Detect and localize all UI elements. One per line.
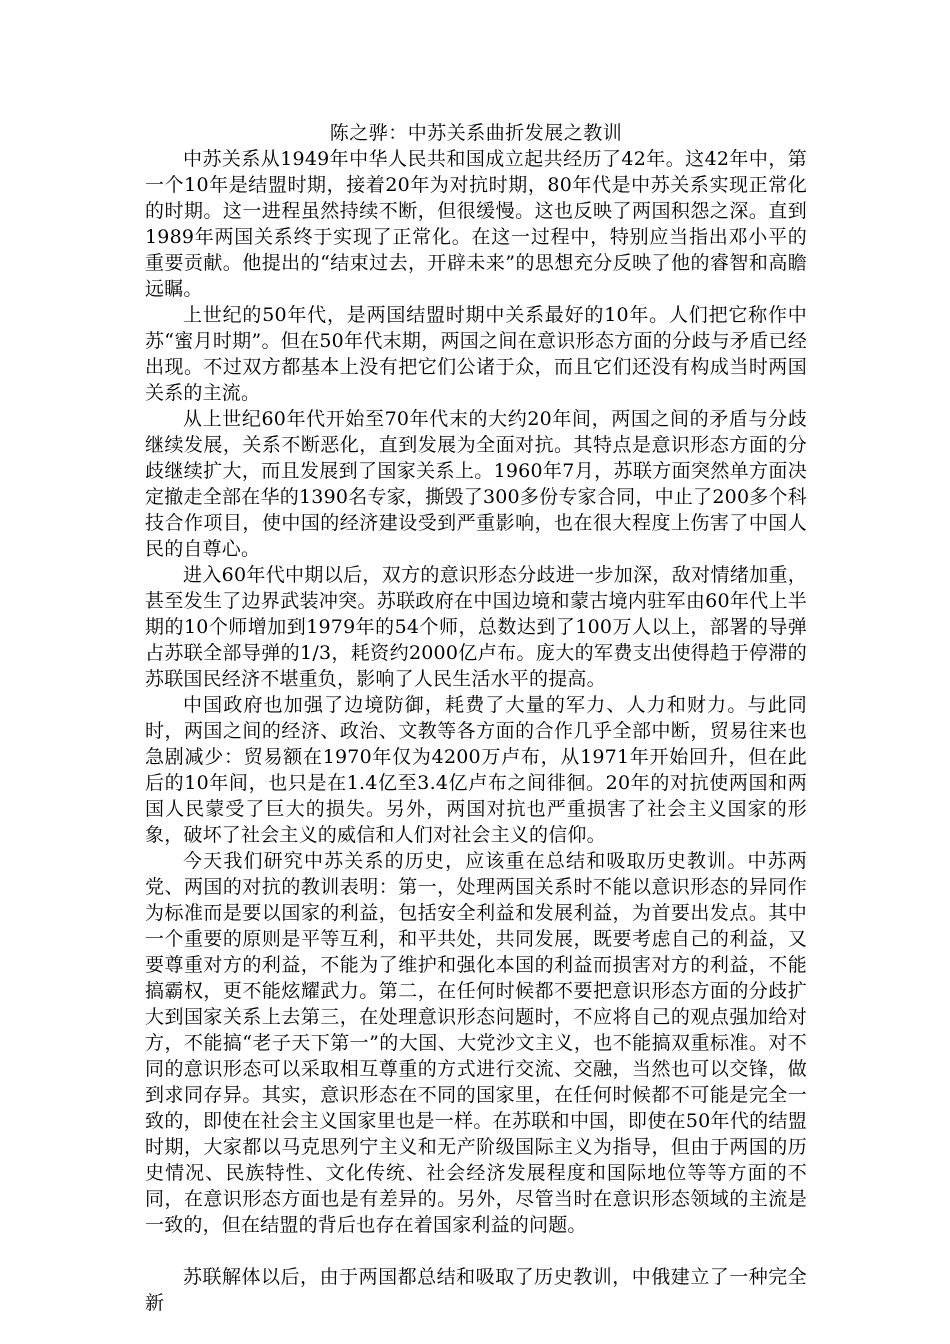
- document-page: [145, 120, 807, 1316]
- paragraph-3: 从上世纪60年代开始至70年代末的大约20年间，两国之间的矛盾与分歧继续发展，关系不断恶化，直到发展为全面对抗。其特点是意识形态方面的分歧继续扩大，而且发展到了国家关系上。1960年7月，苏联方面突然单方面决定撤走全部在华的1390名专家，撕毁了300多份专家合同，中止了200多个科技合作项目，使中国的经济建设受到严重影响，也在很大程度上伤害了中国人民的自尊心。: [145, 408, 807, 560]
- paragraph-1: 中苏关系从1949年中华人民共和国成立起共经历了42年。这42年中，第一个10年是结盟时期，接着20年为对抗时期，80年代是中苏关系实现正常化的时期。这一进程虽然持续不断，但很缓慢。这也反映了两国积怨之深。直到1989年两国关系终于实现了正常化。在这一过程中，特别应当指出邓小平的重要贡献。他提出的“结束过去，开辟未来”的思想充分反映了他的睿智和高瞻远瞩。: [145, 148, 807, 300]
- paragraph-6: 今天我们研究中苏关系的历史，应该重在总结和吸取历史教训。中苏两党、两国的对抗的教训表明：第一，处理两国关系时不能以意识形态的异同作为标准而是要以国家的利益，包括安全利益和发展利益，为首要出发点。其中一个重要的原则是平等互利，和平共处，共同发展，既要考虑自己的利益，又要尊重对方的利益，不能为了维护和强化本国的利益而损害对方的利益，不能搞霸权，更不能炫耀武力。第二，在任何时候都不要把意识形态方面的分歧扩大到国家关系上去第三，在处理意识形态问题时，不应将自己的观点强加给对方，不能搞“老子天下第一”的大国、大党沙文主义，也不能搞双重标准。对不同的意识形态可以采取相互尊重的方式进行交流、交融，当然也可以交锋，做到求同存异。其实，意识形态在不同的国家里，在任何时候都不可能是完全一致的，即使在社会主义国家里也是一样。在苏联和中国，即使在50年代的结盟时期，大家都以马克思列宁主义和无产阶级国际主义为指导，但由于两国的历史情况、民族特性、文化传统、社会经济发展程度和国际地位等等方面的不同，在意识形态方面也是有差异的。另外，尽管当时在意识形态领域的主流是一致的，但在结盟的背后也存在着国家利益的问题。: [145, 850, 807, 1236]
- paragraph-4: 进入60年代中期以后，双方的意识形态分歧进一步加深，敌对情绪加重，甚至发生了边界武装冲突。苏联政府在中国边境和蒙古境内驻军由60年代上半期的10个师增加到1979年的54个师，总数达到了100万人以上，部署的导弹占苏联全部导弹的1/3，耗资约2000亿卢布。庞大的军费支出使得趋于停滞的苏联国民经济不堪重负，影响了人民生活水平的提高。: [145, 564, 807, 690]
- paragraph-closing: 苏联解体以后，由于两国都总结和吸取了历史教训，中俄建立了一种完全新: [145, 1266, 807, 1314]
- paragraph-5: 中国政府也加强了边境防御，耗费了大量的军力、人力和财力。与此同时，两国之间的经济、政治、文教等各方面的合作几乎全部中断，贸易往来也急剧减少：贸易额在1970年仅为4200万卢布，从1971年开始回升，但在此后的10年间，也只是在1.4亿至3.4亿卢布之间徘徊。20年的对抗使两国和两国人民蒙受了巨大的损失。另外，两国对抗也严重损害了社会主义国家的形象，破坏了社会主义的威信和人们对社会主义的信仰。: [145, 694, 807, 846]
- paragraph-gap: [145, 1238, 807, 1264]
- paragraph-2: 上世纪的50年代，是两国结盟时期中关系最好的10年。人们把它称作中苏“蜜月时期”。但在50年代末期，两国之间在意识形态方面的分歧与矛盾已经出现。不过双方都基本上没有把它们公诸于众，而且它们还没有构成当时两国关系的主流。: [145, 304, 807, 404]
- page-title: 陈之骅：中苏关系曲折发展之教训: [329, 122, 623, 144]
